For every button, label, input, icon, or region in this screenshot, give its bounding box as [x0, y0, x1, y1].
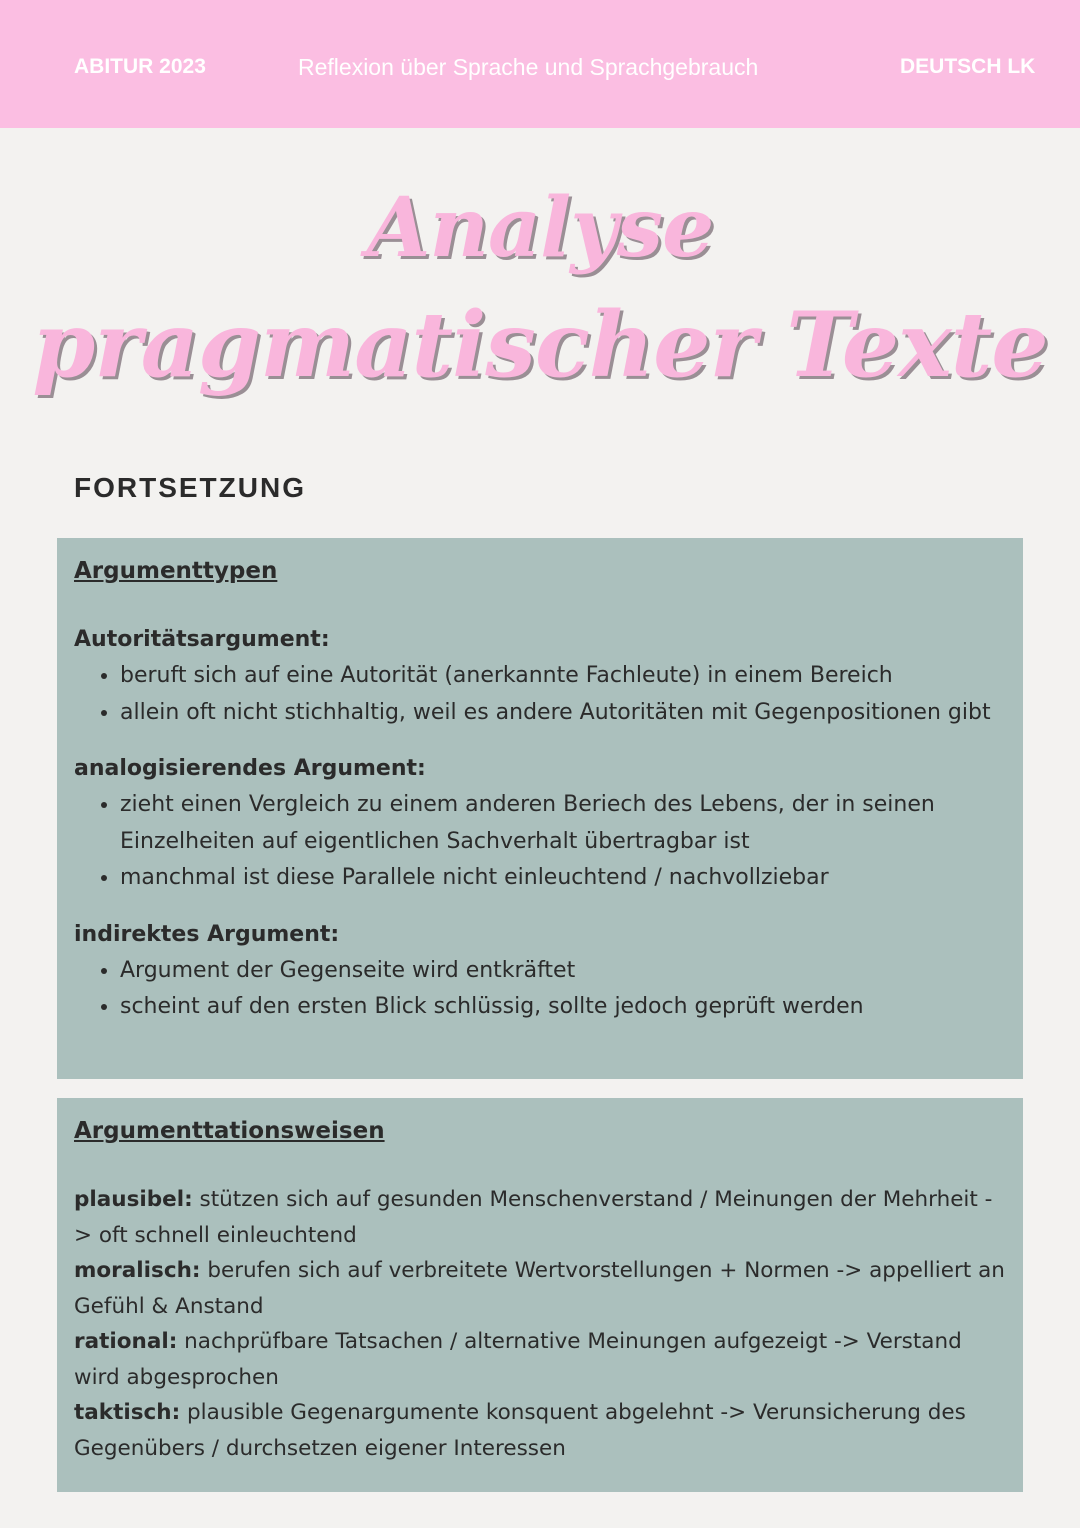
way-text: nachprüfbare Tatsachen / alternative Meinungen aufgezeigt -> Verstand wird abgesprochen [74, 1329, 962, 1390]
argumenttypen-box [57, 538, 1023, 1079]
way-label: plausibel: [74, 1187, 193, 1212]
way-label: rational: [74, 1329, 178, 1354]
argumentation-way [74, 1395, 1009, 1466]
argumenttypen-title: Argumenttypen [74, 558, 278, 584]
argumentation-way [74, 1253, 1009, 1324]
way-text: stützen sich auf gesunden Menschenverstand / Meinungen der Mehrheit -> oft schnell einleuchtend [74, 1187, 993, 1248]
way-text: plausible Gegenargumente konsquent abgelehnt -> Verunsicherung des Gegenübers / durchsetzen eigener Interessen [74, 1400, 966, 1461]
argumentationsweisen-title: Argumenttationsweisen [74, 1118, 385, 1144]
list-item: • beruft sich auf eine Autorität (anerkannte Fachleute) in einem Bereich [120, 658, 1009, 695]
title-line-1: Analyse [366, 180, 714, 276]
argumentation-way [74, 1182, 1009, 1253]
way-label: moralisch: [74, 1258, 201, 1283]
argument-type [74, 917, 1009, 1026]
argument-type-heading: indirektes Argument: [74, 921, 340, 947]
list-item: • Argument der Gegenseite wird entkräftet [120, 953, 1009, 990]
list-item: • zieht einen Vergleich zu einem anderen Beriech des Lebens, der in seinen Einzelheiten auf eigentlichen Sachverhalt übertragbar ist [120, 787, 1009, 860]
list-item: • allein oft nicht stichhaltig, weil es andere Autoritäten mit Gegenpositionen gibt [120, 695, 1009, 732]
way-label: taktisch: [74, 1400, 181, 1425]
way-text: berufen sich auf verbreitete Wertvorstellungen + Normen -> appelliert an Gefühl & Anstand [74, 1258, 1005, 1319]
header-topic: Reflexion über Sprache und Sprachgebrauch [298, 54, 759, 80]
argumentation-way [74, 1324, 1009, 1395]
argument-type [74, 751, 1009, 897]
section-heading: FORTSETZUNG [74, 472, 306, 503]
argument-type-heading: analogisierendes Argument: [74, 756, 426, 781]
argumentationsweisen-box [57, 1098, 1023, 1492]
argument-type [74, 622, 1009, 731]
page-header [0, 0, 1080, 128]
header-exam-label: ABITUR 2023 [74, 55, 206, 78]
list-item: • manchmal ist diese Parallele nicht einleuchtend / nachvollziebar [120, 860, 1009, 897]
argument-type-heading: Autoritätsargument: [74, 627, 330, 652]
header-subject: DEUTSCH LK [900, 55, 1036, 78]
list-item: • scheint auf den ersten Blick schlüssig, sollte jedoch geprüft werden [120, 989, 1009, 1026]
title-line-2: pragmatischer Texte [32, 292, 1048, 398]
